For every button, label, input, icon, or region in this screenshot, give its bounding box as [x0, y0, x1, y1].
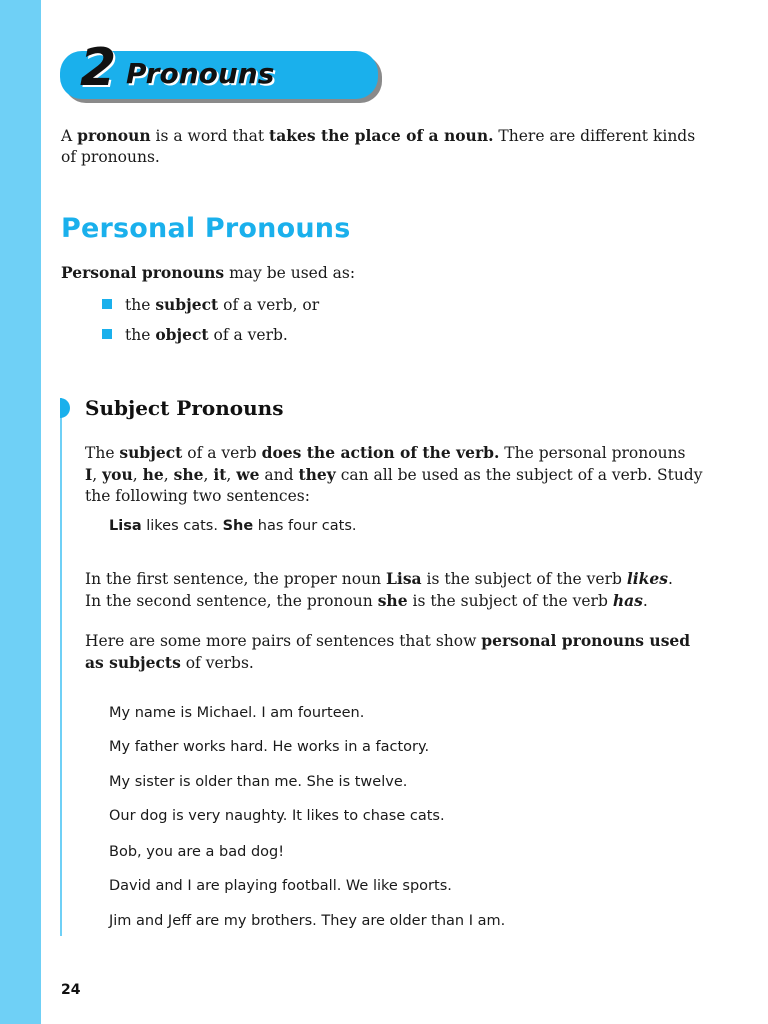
example-sentence: Lisa likes cats. She has four cats. [109, 518, 357, 534]
personal-pronouns-intro: Personal pronouns may be used as: [61, 263, 356, 282]
chapter-number: 2 [80, 38, 117, 98]
bullet-square-icon [102, 299, 112, 309]
example-sentence: Jim and Jeff are my brothers. They are older than I am. [109, 913, 506, 929]
list-item: the object of a verb. [125, 325, 288, 344]
intro-paragraph: A pronoun is a word that takes the place of a noun. There are different kinds of pronouns. [61, 126, 696, 166]
side-color-band [0, 0, 41, 1024]
example-sentence: Our dog is very naughty. It likes to chase cats. [109, 808, 445, 824]
chapter-title: Pronouns [126, 57, 275, 90]
section-heading-subject-pronouns: Subject Pronouns [85, 396, 284, 420]
example-sentence: Bob, you are a bad dog! [109, 844, 285, 860]
subject-paragraph-2: In the first sentence, the proper noun Lisa is the subject of the verb likes. In the second sentence, the pronoun she is the subject of the verb has. [85, 569, 673, 610]
subject-paragraph-3: Here are some more pairs of sentences that show personal pronouns used as subjects of verbs. [85, 631, 691, 672]
section-marker [60, 398, 70, 418]
section-rule [60, 398, 62, 936]
example-sentence: My name is Michael. I am fourteen. [109, 705, 365, 721]
example-sentence: My sister is older than me. She is twelve. [109, 774, 408, 790]
section-heading-personal-pronouns: Personal Pronouns [61, 213, 351, 244]
list-item: the subject of a verb, or [125, 295, 320, 314]
subject-paragraph-1: The subject of a verb does the action of the verb. The personal pronouns I, you, he, she, it, we and they can all be used as the subject of a verb. Study the following two sentences: [85, 443, 703, 505]
page-number: 24 [61, 982, 81, 998]
example-sentence: My father works hard. He works in a factory. [109, 739, 430, 755]
example-sentence: David and I are playing football. We like sports. [109, 878, 452, 894]
bullet-square-icon [102, 329, 112, 339]
